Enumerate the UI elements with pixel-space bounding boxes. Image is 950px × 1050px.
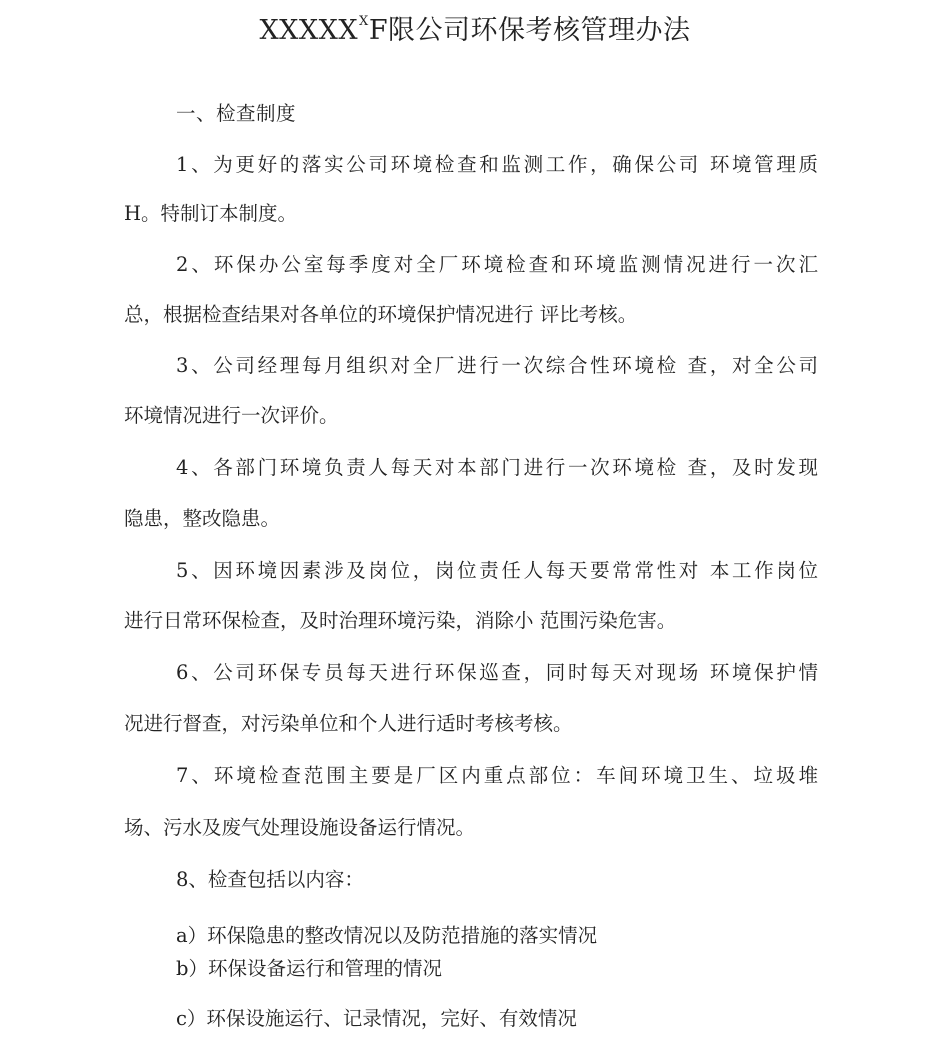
title-rest: F限公司环保考核管理办法 — [368, 15, 691, 46]
title-superscript: X — [359, 14, 369, 29]
paragraph-4-line-1: 4、各部门环境负责人每天对本部门进行一次环境检 查，及时发现 — [176, 456, 818, 479]
paragraph-2-line-2: 总，根据检查结果对各单位的环境保护情况进行 评比考核。 — [124, 303, 638, 326]
paragraph-3-line-1: 3、公司经理每月组织对全厂进行一次综合性环境检 查，对全公司 — [176, 354, 818, 377]
paragraph-3-line-2: 环境情况进行一次评价。 — [124, 404, 339, 427]
section-heading: 一、检查制度 — [176, 102, 297, 125]
paragraph-6-line-1: 6、公司环保专员每天进行环保巡查，同时每天对现场 环境保护情 — [176, 661, 818, 684]
title-main: XXXXX — [259, 15, 359, 46]
list-item-a: a）环保隐患的整改情况以及防范措施的落实情况 — [176, 924, 598, 947]
paragraph-7-line-2: 场、污水及废气处理设施设备运行情况。 — [124, 816, 476, 839]
paragraph-1-line-2: H。特制订本制度。 — [124, 202, 298, 225]
paragraph-1-line-1: 1、为更好的落实公司环境检查和监测工作，确保公司 环境管理质 — [176, 153, 818, 176]
paragraph-5-line-2: 进行日常环保检查，及时治理环境污染，消除小 范围污染危害。 — [124, 609, 677, 632]
document-title — [0, 2, 950, 51]
list-item-c: c）环保设施运行、记录情况，完好、有效情况 — [176, 1007, 577, 1030]
paragraph-5-line-1: 5、因环境因素涉及岗位，岗位责任人每天要常常性对 本工作岗位 — [176, 559, 818, 582]
paragraph-2-line-1: 2、环保办公室每季度对全厂环境检查和环境监测情况进行一次汇 — [176, 253, 818, 276]
paragraph-6-line-2: 况进行督查，对污染单位和个人进行适时考核考核。 — [124, 712, 573, 735]
paragraph-4-line-2: 隐患，整改隐患。 — [124, 507, 281, 530]
paragraph-8-line-1: 8、检查包括以内容： — [176, 868, 364, 891]
list-item-b: b）环保设备运行和管理的情况 — [176, 957, 442, 980]
paragraph-7-line-1: 7、环境检查范围主要是厂区内重点部位：车间环境卫生、垃圾堆 — [176, 764, 818, 787]
